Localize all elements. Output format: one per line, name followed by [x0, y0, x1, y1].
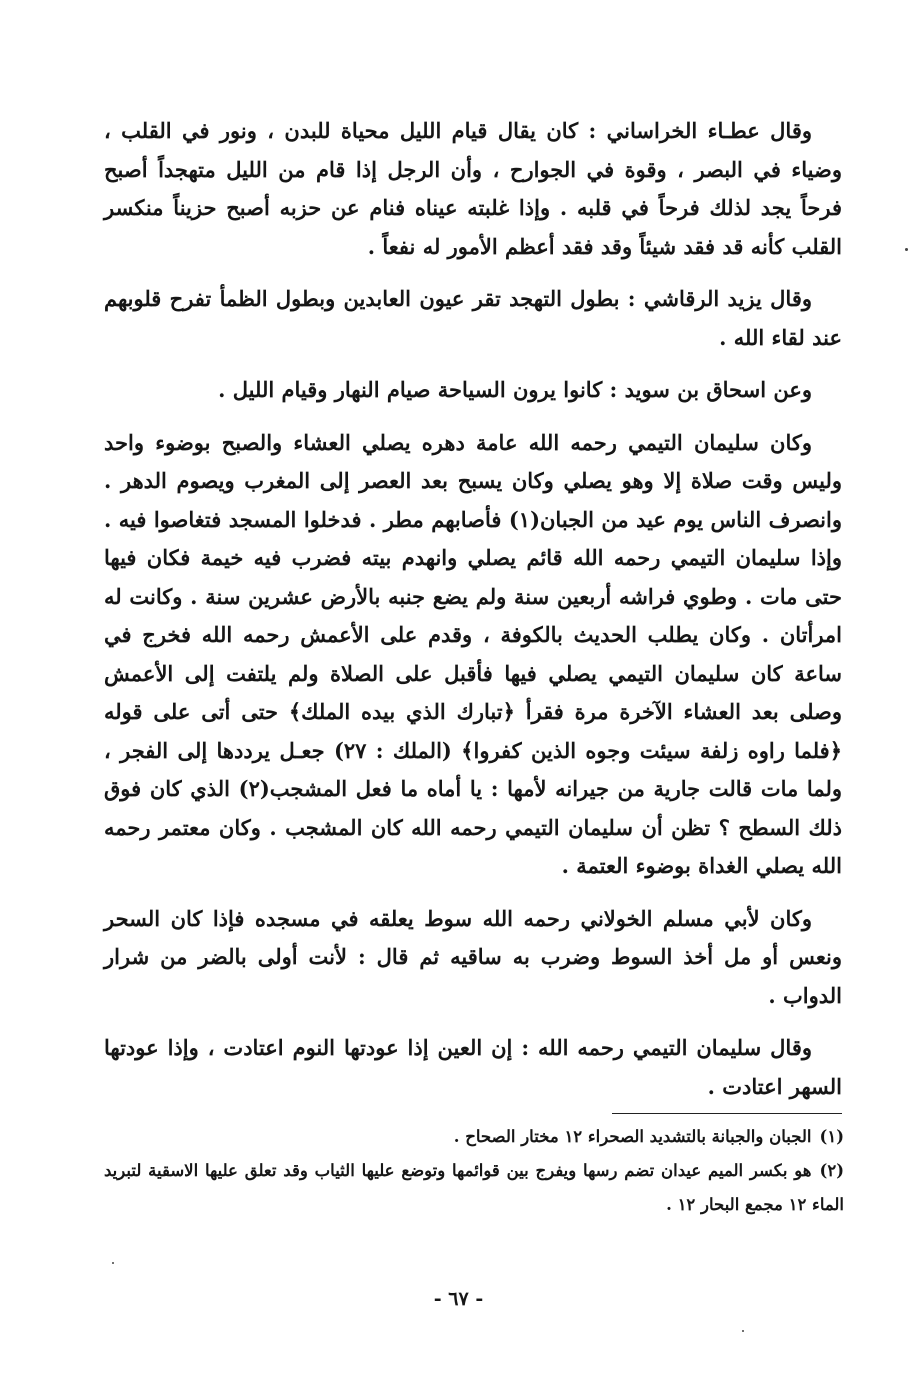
paragraph-yazid: وقال يزيد الرقاشي : بطول التهجد تقر عيون العابدين وبطول الظمأ تفرح قلوبهم عند لقاء الله . — [104, 286, 842, 350]
scan-speck — [112, 1262, 114, 1264]
footnote-1 — [104, 1120, 844, 1154]
footnotes — [104, 1120, 844, 1222]
footnote-1-number: (١) — [819, 1127, 844, 1146]
paragraph-sulayman: وكان سليمان التيمي رحمه الله عامة دهره يصلي العشاء والصبح بوضوء واحد وليس وقت صلاة إلا وهو يصلي وكان يسبح بعد العصر إلى المغرب ويصوم الدهر . وانصرف الناس يوم عيد من الجبان(١) فأصابهم مطر . فدخلوا المسجد فتغاصوا فيه . وإذا سليمان التيمي رحمه الله قائم يصلي وانهدم بيته فضرب فيه خيمة فكان فيها حتى مات . وطوي فراشه أربعين سنة ولم يضع جنبه بالأرض عشرين سنة . وكانت له امرأتان . وكان يطلب الحديث بالكوفة ، وقدم على الأعمش رحمه الله فخرج في ساعة كان سليمان التيمي يصلي فيها فأقبل على الصلاة ولم يلتفت إلى الأعمش وصلى بعد العشاء الآخرة مرة فقرأ ﴿تبارك الذي بيده الملك﴾ حتى أتى على قوله ﴿فلما راوه زلفة سيئت وجوه الذين كفروا﴾ (الملك : ٢٧) جعـل يرددها إلى الفجر ، ولما مات قالت جارية من جيرانه لأمها : يا أماه ما فعل المشجب(٢) الذي كان فوق ذلك السطح ؟ تظن أن سليمان التيمي رحمه الله كان المشجب . وكان معتمر رحمه الله يصلي الغداة بوضوء العتمة . — [104, 429, 843, 878]
footnote-2-number: (٢) — [819, 1161, 844, 1180]
footnote-2-text: هو بكسر الميم عيدان تضم رسها ويفرج بين قوائمها وتوضع عليها الثياب وقد تعلق عليها الاسقية لتبريد الماء ١٢ مجمع البحار ١٢ . — [104, 1161, 844, 1214]
scan-speck — [905, 248, 908, 251]
footnote-2 — [104, 1154, 844, 1222]
paragraph-ishaq: وعن اسحاق بن سويد : كانوا يرون السياحة صيام النهار وقيام الليل . — [218, 377, 812, 402]
page-number: - ٦٧ - — [433, 1288, 484, 1310]
footnote-1-text: الجبان والجبانة بالتشديد الصحراء ١٢ مختار الصحاح . — [453, 1127, 812, 1146]
paragraph-ata: وقال عطـاء الخراساني : كان يقال قيام الليل محياة للبدن ، ونور في القلب ، وضياء في البصر ، وقوة في الجوارح ، وأن الرجل إذا قام من الليل متهجداً أصبح فرحاً يجد لذلك فرحاً في قلبه . وإذا غلبته عيناه فنام عن حزبه أصبح حزيناً منكسر القلب كأنه قد فقد شيئاً وقد فقد أعظم الأمور له نفعاً . — [104, 118, 842, 259]
footnote-separator — [612, 1113, 842, 1114]
paragraph-abu-muslim: وكان لأبي مسلم الخولاني رحمه الله سوط يعلقه في مسجده فإذا كان السحر ونعس أو مل أخذ السوط وضرب به ساقيه ثم قال : لأنت أولى بالضر من شرار الدواب . — [104, 905, 842, 1008]
main-text — [104, 112, 842, 1120]
paragraph-sulayman-saying: وقال سليمان التيمي رحمه الله : إن العين إذا عودتها النوم اعتادت ، وإذا عودتها السهر اعتادت . — [104, 1035, 842, 1099]
scan-speck — [742, 1330, 744, 1332]
